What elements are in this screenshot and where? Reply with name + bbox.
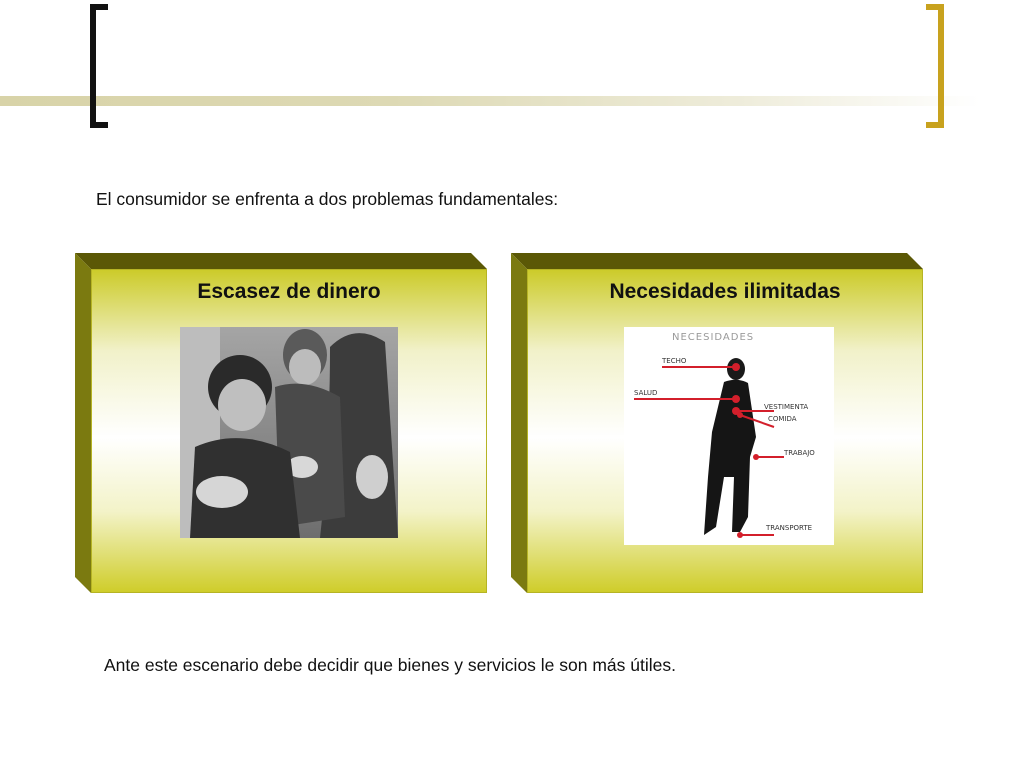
children-photo <box>180 327 398 538</box>
right-bracket-decoration <box>926 4 944 128</box>
label-vestimenta: VESTIMENTA <box>764 403 809 411</box>
card-title: Escasez de dinero <box>197 280 381 303</box>
left-bracket-decoration <box>90 4 108 128</box>
needs-diagram-image <box>624 327 834 545</box>
needs-heading: NECESIDADES <box>672 332 755 343</box>
conclusion-text: Ante este escenario debe decidir que bienes y servicios le son más útiles. <box>104 655 676 675</box>
label-salud: SALUD <box>634 389 658 397</box>
intro-text: El consumidor se enfrenta a dos problemas fundamentales: <box>96 189 559 209</box>
card-title: Necesidades ilimitadas <box>609 280 841 303</box>
label-techo: TECHO <box>662 357 687 365</box>
label-transporte: TRANSPORTE <box>766 524 813 532</box>
card-necesidades <box>511 253 923 593</box>
label-comida: COMIDA <box>768 415 797 423</box>
label-trabajo: TRABAJO <box>784 449 815 457</box>
card-escasez <box>75 253 487 593</box>
header-rule <box>0 96 980 106</box>
